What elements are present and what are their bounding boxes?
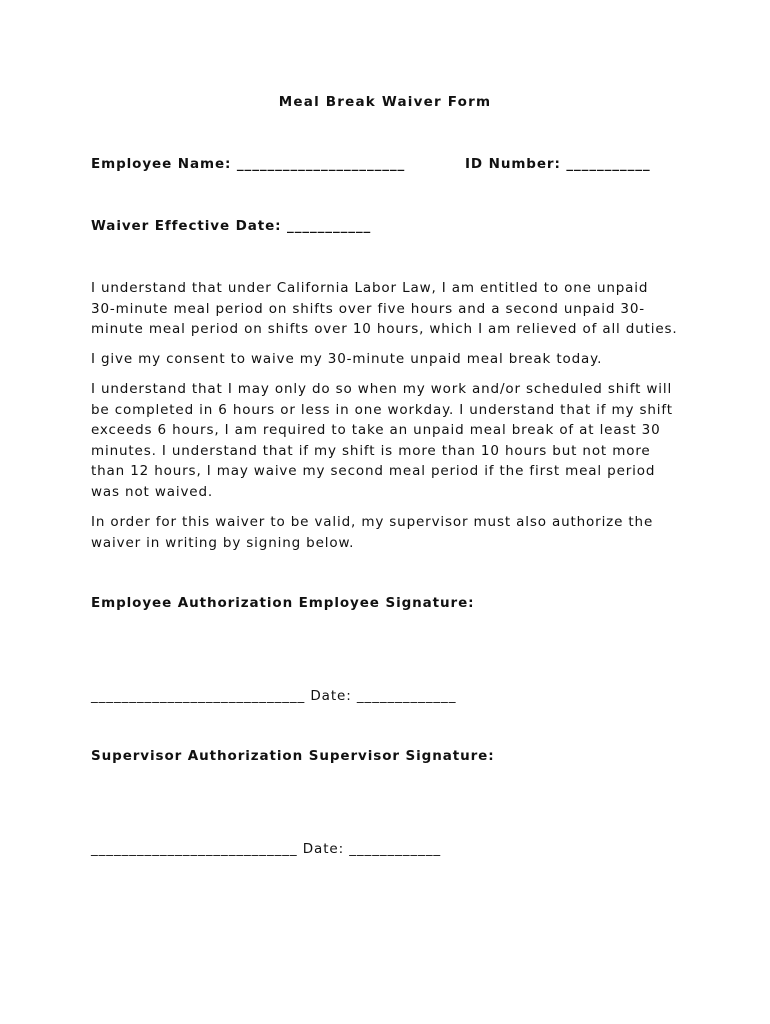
id-number-field: ID Number: ___________ [465,156,651,172]
paragraph-line: was not waived. [91,483,214,500]
employee-name-field: Employee Name: ______________________ [91,156,406,172]
paragraph-line: than 12 hours, I may waive my second meal period if the first meal period [91,463,656,479]
paragraph-consent [91,349,701,370]
supervisor-signature-heading: Supervisor Authorization Supervisor Signature: [91,748,495,764]
employee-signature-heading: Employee Authorization Employee Signature: [91,595,475,611]
paragraph-line: I understand that under California Labor Law, I am entitled to one unpaid [91,280,649,296]
paragraph-line: I give my consent to waive my 30-minute unpaid meal break today. [91,351,603,367]
employee-signature-line: ____________________________ Date: _____________ [91,688,457,704]
paragraph-line: minutes. I understand that if my shift is more than 10 hours but not more [91,442,651,459]
form-title: Meal Break Waiver Form [278,94,492,110]
paragraph-line: 30-minute meal period on shifts over five hours and a second unpaid 30- [91,300,645,317]
paragraph-conditions [91,379,701,502]
paragraph-line: In order for this waiver to be valid, my supervisor must also authorize the [91,514,654,530]
paragraph-line: waiver in writing by signing below. [91,534,355,551]
paragraph-entitlement [91,278,701,340]
paragraph-supervisor-authorization [91,512,701,553]
paragraph-line: I understand that I may only do so when my work and/or scheduled shift will [91,381,673,397]
paragraph-line: exceeds 6 hours, I am required to take an unpaid meal break of at least 30 [91,422,661,438]
effective-date-field: Waiver Effective Date: ___________ [91,218,372,234]
supervisor-signature-line: ___________________________ Date: ____________ [91,841,442,857]
paragraph-line: be completed in 6 hours or less in one workday. I understand that if my shift [91,401,673,418]
paragraph-line: minute meal period on shifts over 10 hours, which I am relieved of all duties. [91,321,678,337]
